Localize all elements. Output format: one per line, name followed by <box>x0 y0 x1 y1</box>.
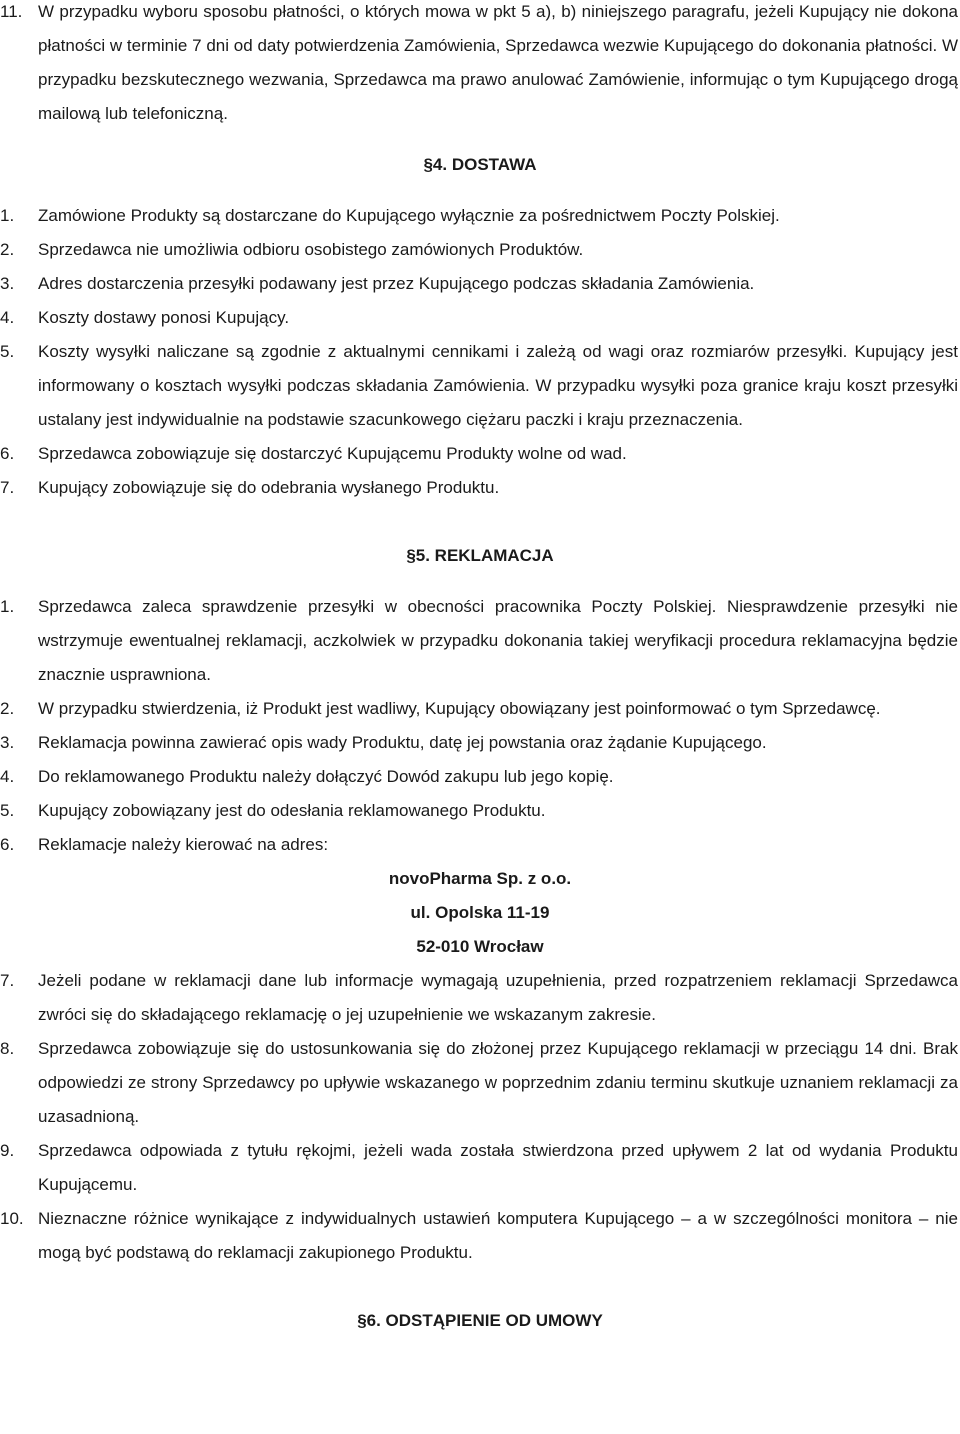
list-item <box>0 1032 960 1134</box>
item-number: 11. <box>0 2 23 21</box>
item-number: 8. <box>0 1039 15 1058</box>
item-number: 5. <box>0 801 15 820</box>
item-number: 4. <box>0 308 15 327</box>
item-text: Koszty wysyłki naliczane są zgodnie z aktualnymi cennikami i zależą od wagi oraz rozmiarów przesyłki. Kupujący jest informowany o kosztach wysyłki podczas składania Zamówienia. W przypadku wysyłki poza granice kraju koszt przesyłki ustalany jest indywidualnie na podstawie szacunkowego ciężaru paczki i kraju przeznaczenia. <box>38 342 958 429</box>
section-heading-delivery: §4. DOSTAWA <box>423 155 537 174</box>
item-text: Zamówione Produkty są dostarczane do Kupującego wyłącznie za pośrednictwem Poczty Polskiej. <box>38 206 780 225</box>
list-item <box>0 233 960 267</box>
item-number: 3. <box>0 733 15 752</box>
item-text: Reklamacja powinna zawierać opis wady Produktu, datę jej powstania oraz żądanie Kupującego. <box>38 733 767 752</box>
item-text: Do reklamowanego Produktu należy dołączyć Dowód zakupu lub jego kopię. <box>38 767 614 786</box>
item-number: 6. <box>0 444 15 463</box>
address-city: 52-010 Wrocław <box>416 937 544 956</box>
item-number: 7. <box>0 971 15 990</box>
item-text: Sprzedawca odpowiada z tytułu rękojmi, jeżeli wada została stwierdzona przed upływem 2 lat od wydania Produktu Kupującemu. <box>38 1141 958 1194</box>
list-item <box>0 794 960 828</box>
item-text: Sprzedawca zobowiązuje się do ustosunkowania się do złożonej przez Kupującego reklamacji w przeciągu 14 dni. Brak odpowiedzi ze strony Sprzedawcy po upływie wskazanego w poprzednim zdaniu terminu skutkuje uznaniem reklamacji za uzasadnioną. <box>38 1039 958 1126</box>
item-text: Koszty dostawy ponosi Kupujący. <box>38 308 290 327</box>
item-text: W przypadku wyboru sposobu płatności, o których mowa w pkt 5 a), b) niniejszego paragrafu, jeżeli Kupujący nie dokona płatności w terminie 7 dni od daty potwierdzenia Zamówienia, Sprzedawca wezwie Kupującego do dokonania płatności. W przypadku bezskutecznego wezwania, Sprzedawca ma prawo anulować Zamówienie, informując o tym Kupującego drogą mailową lub telefoniczną. <box>38 2 958 123</box>
list-item <box>0 964 960 1032</box>
list-item <box>0 590 960 692</box>
list-item <box>0 828 960 862</box>
item-number: 3. <box>0 274 15 293</box>
list-item <box>0 760 960 794</box>
item-text: Sprzedawca zobowiązuje się dostarczyć Kupującemu Produkty wolne od wad. <box>38 444 627 463</box>
list-item <box>0 335 960 437</box>
section-heading-withdrawal: §6. ODSTĄPIENIE OD UMOWY <box>357 1311 603 1330</box>
list-item <box>0 726 960 760</box>
item-text: Kupujący zobowiązuje się do odebrania wysłanego Produktu. <box>38 478 500 497</box>
item-text: Sprzedawca nie umożliwia odbioru osobistego zamówionych Produktów. <box>38 240 584 259</box>
list-item <box>0 301 960 335</box>
item-number: 9. <box>0 1141 15 1160</box>
item-number: 10. <box>0 1209 24 1228</box>
item-text: Jeżeli podane w reklamacji dane lub informacje wymagają uzupełnienia, przed rozpatrzeniem reklamacji Sprzedawca zwróci się do składającego reklamację o jej uzupełnienie we wskazanym zakresie. <box>38 971 958 1024</box>
section-heading-complaints: §5. REKLAMACJA <box>406 546 554 565</box>
item-text: Adres dostarczenia przesyłki podawany jest przez Kupującego podczas składania Zamówienia. <box>38 274 755 293</box>
item-text: Nieznaczne różnice wynikające z indywidualnych ustawień komputera Kupującego – a w szczególności monitora – nie mogą być podstawą do reklamacji zakupionego Produktu. <box>38 1209 958 1262</box>
item-text: W przypadku stwierdzenia, iż Produkt jest wadliwy, Kupujący obowiązany jest poinformować o tym Sprzedawcę. <box>38 699 881 718</box>
item-text: Sprzedawca zaleca sprawdzenie przesyłki w obecności pracownika Poczty Polskiej. Niesprawdzenie przesyłki nie wstrzymuje ewentualnej reklamacji, aczkolwiek w przypadku dokonania takiej weryfikacji procedura reklamacyjna będzie znacznie usprawniona. <box>38 597 958 684</box>
item-number: 4. <box>0 767 15 786</box>
item-number: 6. <box>0 835 15 854</box>
address-street: ul. Opolska 11-19 <box>410 903 550 922</box>
item-text: Reklamacje należy kierować na adres: <box>38 835 329 854</box>
list-item <box>0 199 960 233</box>
item-number: 1. <box>0 597 15 616</box>
address-company: novoPharma Sp. z o.o. <box>388 869 572 888</box>
item-text: Kupujący zobowiązany jest do odesłania reklamowanego Produktu. <box>38 801 546 820</box>
item-number: 2. <box>0 240 15 259</box>
item-number: 5. <box>0 342 15 361</box>
item-number: 1. <box>0 206 15 225</box>
list-item <box>0 692 960 726</box>
item-number: 2. <box>0 699 15 718</box>
list-item <box>0 1134 960 1202</box>
list-item <box>0 0 960 131</box>
list-item <box>0 471 960 505</box>
item-number: 7. <box>0 478 15 497</box>
list-item <box>0 267 960 301</box>
list-item <box>0 437 960 471</box>
list-item <box>0 1202 960 1270</box>
